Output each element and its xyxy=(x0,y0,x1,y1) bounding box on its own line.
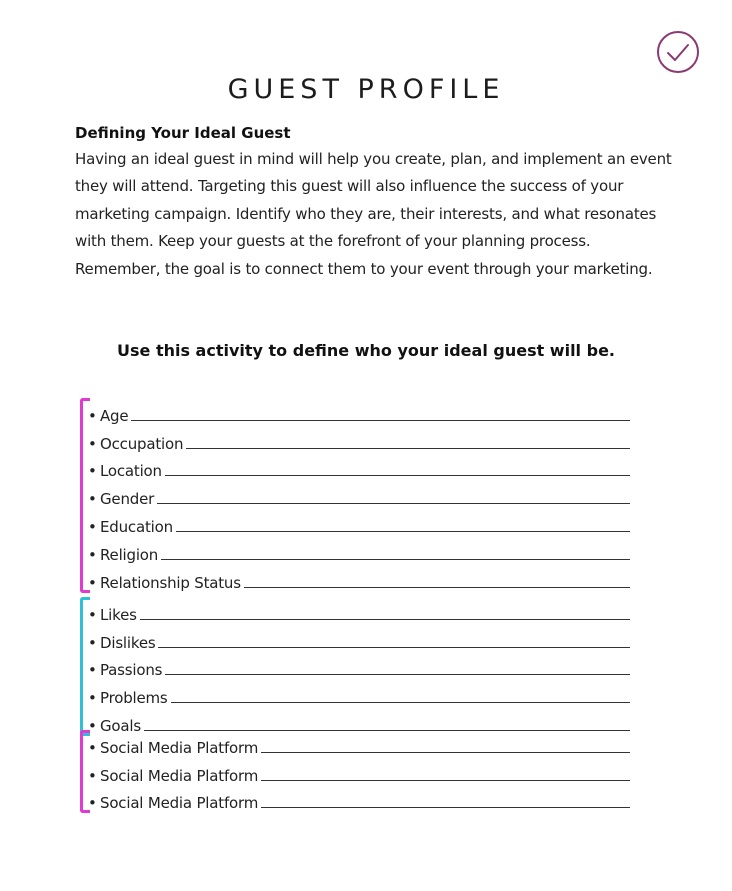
answer-line[interactable] xyxy=(161,558,630,560)
field-label: Religion xyxy=(100,545,159,564)
answer-line[interactable] xyxy=(171,701,630,703)
answer-line[interactable] xyxy=(165,673,630,675)
bullet: • xyxy=(88,406,97,425)
page-title: GUEST PROFILE xyxy=(227,74,505,105)
form-row-passions xyxy=(80,653,640,681)
bullet: • xyxy=(88,605,97,624)
bullet: • xyxy=(88,633,97,652)
field-label: Gender xyxy=(100,490,155,509)
field-label: Dislikes xyxy=(100,633,156,652)
bullet: • xyxy=(88,517,97,536)
field-label: Age xyxy=(100,406,129,425)
answer-line[interactable] xyxy=(261,779,630,781)
bullet: • xyxy=(88,434,97,453)
field-label: Problems xyxy=(100,689,168,708)
intro-heading: Defining Your Ideal Guest xyxy=(75,124,291,142)
field-label: Relationship Status xyxy=(100,573,241,592)
form-row-age xyxy=(80,398,640,426)
check-circle-icon xyxy=(656,30,700,74)
form-row-occupation xyxy=(80,426,640,454)
answer-line[interactable] xyxy=(140,618,630,620)
form-row-religion xyxy=(80,537,640,565)
intro-section xyxy=(75,124,675,283)
answer-line[interactable] xyxy=(176,530,630,532)
bullet: • xyxy=(88,545,97,564)
bullet: • xyxy=(88,490,97,509)
profile-group-social-media xyxy=(80,730,640,813)
field-label: Passions xyxy=(100,661,163,680)
profile-group-interests xyxy=(80,597,640,736)
field-label: Social Media Platform xyxy=(100,738,259,757)
intro-body: Having an ideal guest in mind will help you create, plan, and implement an event they will attend. Targeting this guest will also influence the success of your marketing campaign. Identify who they are, their interests, and what resonates with them. Keep your guests at the forefront of your planning process. Remember, the goal is to connect them to your event through your marketing. xyxy=(75,150,672,278)
form-row-social-media-1 xyxy=(80,730,640,758)
profile-group-demographics xyxy=(80,398,640,593)
bullet: • xyxy=(88,689,97,708)
answer-line[interactable] xyxy=(261,806,630,808)
bullet: • xyxy=(88,738,97,757)
answer-line[interactable] xyxy=(244,586,630,588)
field-label: Location xyxy=(100,462,162,481)
bullet: • xyxy=(88,794,97,813)
form-row-location xyxy=(80,454,640,482)
field-label: Social Media Platform xyxy=(100,794,259,813)
answer-line[interactable] xyxy=(131,419,630,421)
answer-line[interactable] xyxy=(165,474,630,476)
bullet: • xyxy=(88,766,97,785)
field-label: Goals xyxy=(100,716,141,735)
answer-line[interactable] xyxy=(158,646,630,648)
answer-line[interactable] xyxy=(186,447,630,449)
form-row-social-media-3 xyxy=(80,786,640,814)
answer-line[interactable] xyxy=(157,502,630,504)
form-row-gender xyxy=(80,481,640,509)
form-row-dislikes xyxy=(80,625,640,653)
form-row-problems xyxy=(80,680,640,708)
form-row-likes xyxy=(80,597,640,625)
form-row-social-media-2 xyxy=(80,758,640,786)
answer-line[interactable] xyxy=(261,751,630,753)
form-row-relationship-status xyxy=(80,565,640,593)
bullet: • xyxy=(88,661,97,680)
field-label: Social Media Platform xyxy=(100,766,259,785)
bullet: • xyxy=(88,462,97,481)
form-row-education xyxy=(80,509,640,537)
field-label: Occupation xyxy=(100,434,184,453)
bullet: • xyxy=(88,573,97,592)
activity-prompt: Use this activity to define who your ideal guest will be. xyxy=(117,341,615,360)
bullet: • xyxy=(88,716,97,735)
field-label: Likes xyxy=(100,605,137,624)
field-label: Education xyxy=(100,517,173,536)
